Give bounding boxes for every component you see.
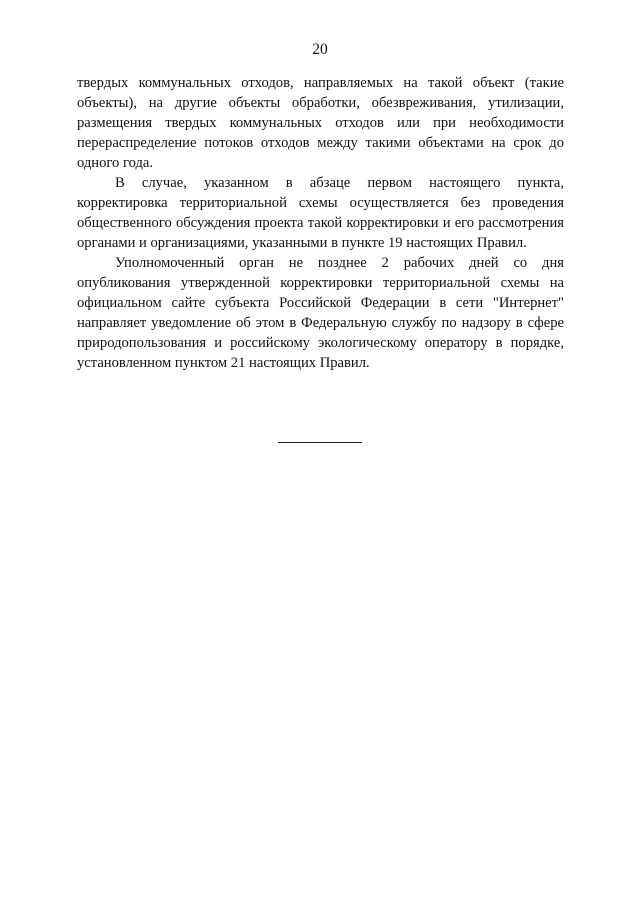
paragraph-continuation: твердых коммунальных отходов, направляемых на такой объект (такие объекты), на другие объекты обработки, обезвреживания, утилизации, размещения твердых коммунальных отходов или при необходимости перераспределение потоков отходов между такими объектами на срок до одного года. [77, 75, 564, 171]
paragraph-notification: Уполномоченный орган не позднее 2 рабочих дней со дня опубликования утвержденной корректировки территориальной схемы на официальном сайте субъекта Российской Федерации в сети "Интернет" направляет уведомление об этом в Федеральную службу по надзору в сфере природопользования и российскому экологическому оператору в порядке, установленном пунктом 21 настоящих Правил. [77, 255, 564, 371]
page-number: 20 [312, 41, 328, 58]
document-body [77, 73, 564, 373]
end-of-text-rule [278, 442, 362, 443]
paragraph-correction-case: В случае, указанном в абзаце первом настоящего пункта, корректировка территориальной схемы осуществляется без проведения общественного обсуждения проекта такой корректировки и его рассмотрения органами и организациями, указанными в пункте 19 настоящих Правил. [77, 175, 564, 251]
